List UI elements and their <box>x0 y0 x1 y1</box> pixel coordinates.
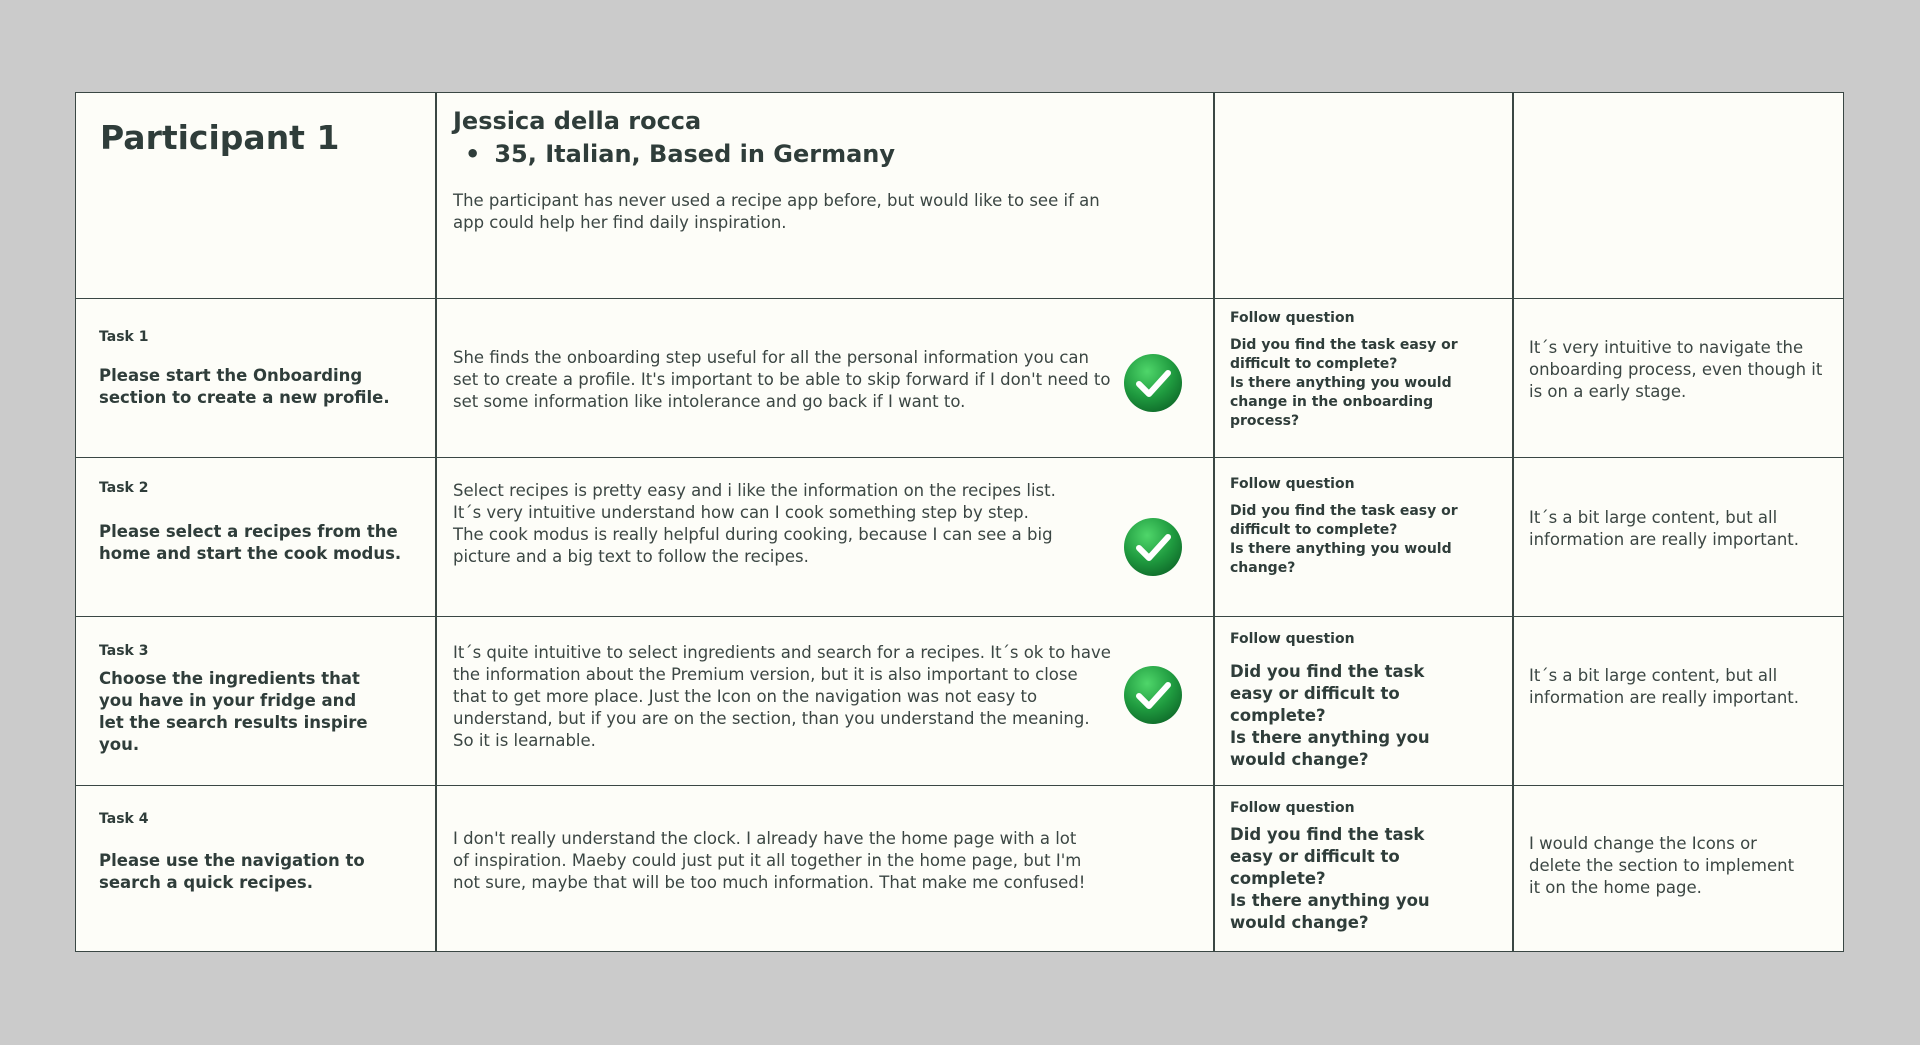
note-text: I would change the Icons or delete the section to implement it on the home page. <box>1529 834 1795 897</box>
task-row-2-observation-cell <box>437 458 1213 616</box>
task-row-4-observation-cell <box>437 786 1213 952</box>
task-description: Please select a recipes from the home and start the cook modus. <box>99 522 402 563</box>
participant-name: Jessica della rocca <box>453 107 702 135</box>
header-profile-cell <box>437 93 1213 298</box>
follow-question-line: Did you find the task easy or difficult to complete? <box>1230 337 1458 372</box>
follow-question-line: Did you find the task easy or difficult to complete? <box>1230 825 1425 888</box>
header-empty-cell <box>1215 93 1512 298</box>
task-row-4-task-cell <box>76 786 435 952</box>
follow-question-line: Is there anything you would change? <box>1230 541 1452 576</box>
note-text: It´s very intuitive to navigate the onboarding process, even though it is on a early stage. <box>1529 338 1823 401</box>
note-text: It´s a bit large content, but all information are really important. <box>1529 508 1800 549</box>
task-row-4-note-cell <box>1514 786 1844 952</box>
follow-question-line: Did you find the task easy or difficult to complete? <box>1230 503 1458 538</box>
follow-question-line: Did you find the task easy or difficult to complete? <box>1230 662 1425 725</box>
task-row-4-follow-cell <box>1215 786 1512 952</box>
task-row-1-observation-cell <box>437 299 1213 457</box>
task-description: Please use the navigation to search a quick recipes. <box>99 851 365 892</box>
task-description: Choose the ingredients that you have in your fridge and let the search results inspire you. <box>99 669 368 754</box>
bullet-icon: • <box>465 140 481 168</box>
usability-test-table <box>75 92 1844 952</box>
follow-question-line: Is there anything you would change? <box>1230 728 1430 769</box>
follow-question-text <box>1230 502 1470 578</box>
follow-question-label: Follow question <box>1230 631 1355 647</box>
observation-text: She finds the onboarding step useful for all the personal information you can set to create a profile. It's important to be able to skip forward if I don't need to set some information like intolerance and go back if I want to. <box>453 348 1111 411</box>
observation-text: I don't really understand the clock. I already have the home page with a lot of inspiration. Maeby could just put it all together in the home page, but I'm not sure, maybe that will be too much information. That make me confused! <box>453 829 1086 892</box>
follow-question-line: Is there anything you would change? <box>1230 891 1430 932</box>
observation-text: Select recipes is pretty easy and i like the information on the recipes list. It´s very intuitive understand how can I cook something step by step. The cook modus is really helpful during cooking, because I can see a big picture and a big text to follow the recipes. <box>453 481 1056 566</box>
header-empty-cell <box>1514 93 1844 298</box>
task-label: Task 2 <box>99 480 149 496</box>
follow-question-text <box>1230 824 1440 934</box>
note-text: It´s a bit large content, but all information are really important. <box>1529 666 1800 707</box>
follow-question-label: Follow question <box>1230 310 1355 326</box>
follow-question-label: Follow question <box>1230 800 1355 816</box>
task-row-3-follow-cell <box>1215 617 1512 785</box>
task-row-3-observation-cell <box>437 617 1213 785</box>
task-row-2-note-cell <box>1514 458 1844 616</box>
participant-description: The participant has never used a recipe app before, but would like to see if an app could help her find daily inspiration. <box>453 191 1100 232</box>
header-participant-cell <box>76 93 435 298</box>
task-row-2-task-cell <box>76 458 435 616</box>
task-row-1-note-cell <box>1514 299 1844 457</box>
task-row-1-task-cell <box>76 299 435 457</box>
follow-question-text <box>1230 336 1470 431</box>
check-circle-icon <box>1123 353 1183 413</box>
task-row-1-follow-cell <box>1215 299 1512 457</box>
participant-details-text: 35, Italian, Based in Germany <box>494 140 896 168</box>
task-row-3-task-cell <box>76 617 435 785</box>
check-circle-icon <box>1123 517 1183 577</box>
follow-question-text <box>1230 661 1440 771</box>
task-row-2-follow-cell <box>1215 458 1512 616</box>
task-label: Task 4 <box>99 811 149 827</box>
task-row-3-note-cell <box>1514 617 1844 785</box>
observation-text: It´s quite intuitive to select ingredients and search for a recipes. It´s ok to have the information about the Premium version, but it is also important to close that to get more place. Just the Icon on the navigation was not easy to understand, but if you are on the section, than you understand the meaning. So it is learnable. <box>453 643 1111 750</box>
check-circle-icon <box>1123 665 1183 725</box>
follow-question-label: Follow question <box>1230 476 1355 492</box>
task-label: Task 3 <box>99 643 149 659</box>
task-label: Task 1 <box>99 329 149 345</box>
participant-title: Participant 1 <box>100 118 340 157</box>
task-description: Please start the Onboarding section to create a new profile. <box>99 366 390 407</box>
participant-details <box>465 140 895 168</box>
follow-question-line: Is there anything you would change in the onboarding process? <box>1230 375 1452 429</box>
